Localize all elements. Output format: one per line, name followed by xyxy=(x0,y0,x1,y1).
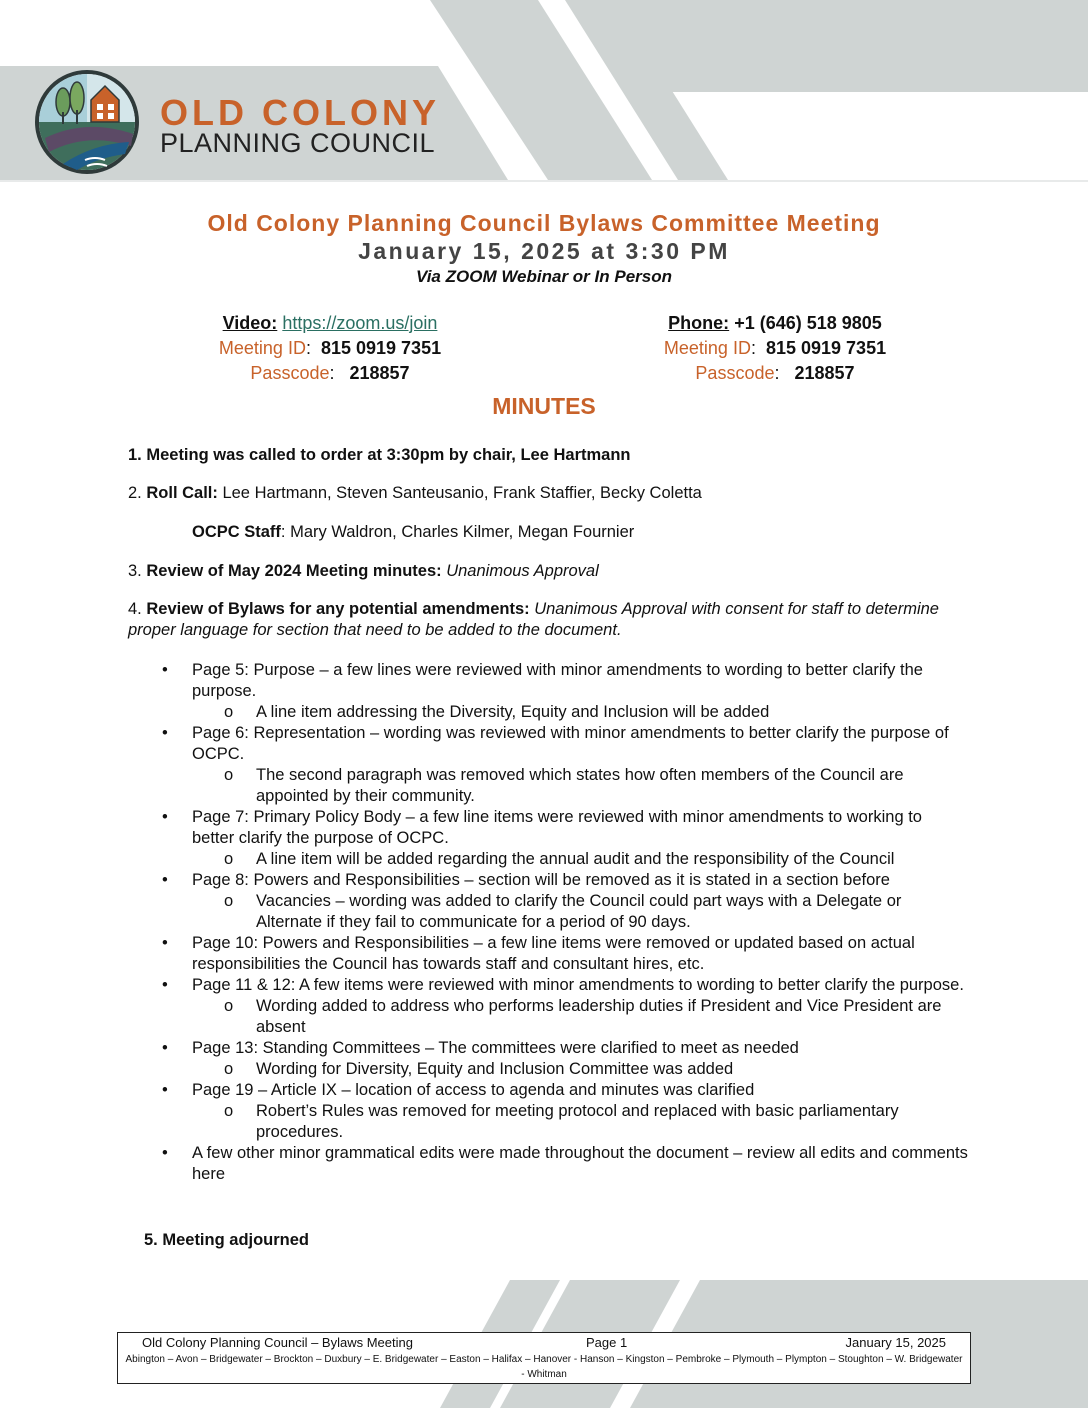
org-name-line2: PLANNING COUNCIL xyxy=(160,128,436,158)
circle-bullet-icon: o xyxy=(224,1102,234,1120)
phone-label: Phone: xyxy=(668,313,730,333)
list-item: • Page 6: Representation – wording was reviewed with minor amendments to better clarify the purpose of OCPC. o The second paragraph was removed which states how often members of the Council are appointed by their community. xyxy=(128,723,968,807)
bullet-icon: • xyxy=(162,871,168,889)
sub-list-item: o A line item addressing the Diversity, Equity and Inclusion will be added xyxy=(224,703,770,721)
staff-names: : Mary Waldron, Charles Kilmer, Megan Fournier xyxy=(280,523,635,541)
meeting-title: Old Colony Planning Council Bylaws Committee Meeting xyxy=(207,210,881,236)
zoom-link[interactable]: https://zoom.us/join xyxy=(282,313,438,333)
passcode-label: Passcode xyxy=(250,363,330,383)
roll-call-label: Roll Call: xyxy=(146,484,218,502)
item-call-to-order: 1. Meeting was called to order at 3:30pm by chair, Lee Hartmann xyxy=(128,446,631,464)
circle-bullet-icon: o xyxy=(224,766,234,784)
review-minutes-label: Review of May 2024 Meeting minutes: xyxy=(146,562,442,580)
bullet-icon: • xyxy=(162,934,168,952)
minutes-heading: MINUTES xyxy=(492,393,596,419)
meeting-id-label: Meeting ID xyxy=(218,338,306,358)
list-item: • Page 10: Powers and Responsibilities – a few line items were removed or updated based on actual responsibilities the Council has towards staff and consultant hires, etc. xyxy=(162,934,915,973)
page-footer xyxy=(117,1332,971,1384)
video-label: Video: xyxy=(222,313,278,333)
review-bylaws-result: Unanimous Approval with consent for staff to determine proper language for section that need to be added to the document. xyxy=(128,600,939,639)
list-item: • Page 8: Powers and Responsibilities – section will be removed as it is stated in a section before o Vacancies – wording was added to clarify the Council could part ways with a Delegate or Alternate if they fail to communicate for a period of 90 days. xyxy=(128,870,968,933)
bullet-icon: • xyxy=(162,1144,168,1162)
circle-bullet-icon: o xyxy=(224,703,234,721)
org-name-line1: OLD COLONY xyxy=(160,92,440,133)
footer-doc-title: Old Colony Planning Council – Bylaws Meeting xyxy=(142,1335,413,1350)
bullet-icon: • xyxy=(162,724,168,742)
staff-label: OCPC Staff xyxy=(192,523,281,541)
sub-list-item: o Wording for Diversity, Equity and Inclusion Committee was added xyxy=(224,1060,734,1078)
review-minutes-result: Unanimous Approval xyxy=(446,562,599,580)
passcode-value: 218857 xyxy=(794,363,855,383)
footer-towns: Abington – Avon – Bridgewater – Brockton – Duxbury – E. Bridgewater – Easton – Halifax – Hanover - Hanson – Kingston – Pembroke – Plymouth – Plympton – Stoughton – W. Bridgewater - Whitman xyxy=(125,1354,963,1380)
list-item: • Page 5: Purpose – a few lines were reviewed with minor amendments to wording to better clarify the purpose. o A line item addressing the Diversity, Equity and Inclusion will be added xyxy=(128,660,968,723)
meeting-id-value: 815 0919 7351 xyxy=(320,338,442,358)
bullet-icon: • xyxy=(162,1039,168,1057)
phone-info: Phone: +1 (646) 518 9805 Meeting ID: 815 0919 7351 Passcode: 218857 xyxy=(663,313,887,383)
circle-bullet-icon: o xyxy=(224,850,234,868)
circle-bullet-icon: o xyxy=(224,892,234,910)
sub-list-item: o A line item will be added regarding the annual audit and the responsibility of the Council xyxy=(224,850,895,868)
item-roll-call: 2. Roll Call: Lee Hartmann, Steven Santeusanio, Frank Staffier, Becky Coletta xyxy=(128,484,702,502)
roll-call-names: Lee Hartmann, Steven Santeusanio, Frank Staffier, Becky Coletta xyxy=(217,484,702,502)
meeting-venue: Via ZOOM Webinar or In Person xyxy=(416,267,672,286)
item-adjourned: 5. Meeting adjourned xyxy=(144,1231,310,1249)
footer-page-number: Page 1 xyxy=(586,1335,628,1350)
list-item: • Page 13: Standing Committees – The committees were clarified to meet as needed o Wording for Diversity, Equity and Inclusion Committee was added xyxy=(128,1038,968,1080)
sub-list-item: o Robert’s Rules was removed for meeting protocol and replaced with basic parliamentary procedures. xyxy=(224,1102,899,1141)
bullet-icon: • xyxy=(162,976,168,994)
bullet-icon: • xyxy=(162,808,168,826)
meeting-datetime: January 15, 2025 at 3:30 PM xyxy=(358,238,730,264)
bullet-icon: • xyxy=(162,1081,168,1099)
item-review-minutes: 3. Review of May 2024 Meeting minutes: Unanimous Approval xyxy=(128,562,599,580)
meeting-id-value: 815 0919 7351 xyxy=(765,338,887,358)
sub-list-item: o Vacancies – wording was added to clarify the Council could part ways with a Delegate or Alternate if they fail to communicate for a period of 90 days. xyxy=(224,892,902,931)
phone-number: +1 (646) 518 9805 xyxy=(734,313,882,333)
ocpc-logo-icon xyxy=(33,68,141,176)
item-review-bylaws: 4. Review of Bylaws for any potential amendments: Unanimous Approval with consent for staff to determine proper language for section that need to be added to the document. xyxy=(128,600,939,639)
list-item: • Page 19 – Article IX – location of access to agenda and minutes was clarified o Robert’s Rules was removed for meeting protocol and replaced with basic parliamentary procedures. xyxy=(128,1080,968,1143)
circle-bullet-icon: o xyxy=(224,997,234,1015)
footer-date: January 15, 2025 xyxy=(845,1335,946,1350)
video-info: Video: https://zoom.us/join Meeting ID: 815 0919 7351 Passcode: 218857 xyxy=(218,313,442,383)
bullet-icon: • xyxy=(162,661,168,679)
list-item: • Page 7: Primary Policy Body – a few line items were reviewed with minor amendments to working to better clarify the purpose of OCPC. o A line item will be added regarding the annual audit and the responsibility of the Council xyxy=(128,807,968,870)
review-bylaws-label: Review of Bylaws for any potential amendments: xyxy=(146,600,530,618)
passcode-label: Passcode xyxy=(695,363,775,383)
bylaws-amendments-list xyxy=(128,660,968,1185)
item-ocpc-staff xyxy=(192,522,968,543)
passcode-value: 218857 xyxy=(349,363,410,383)
sub-list-item: o The second paragraph was removed which states how often members of the Council are appointed by their community. xyxy=(224,766,904,805)
circle-bullet-icon: o xyxy=(224,1060,234,1078)
list-item: • A few other minor grammatical edits were made throughout the document – review all edits and comments here xyxy=(162,1144,968,1183)
meeting-id-label: Meeting ID xyxy=(663,338,751,358)
list-item: • Page 11 & 12: A few items were reviewed with minor amendments to wording to better clarify the purpose. o Wording added to address who performs leadership duties if President and Vice President are absent xyxy=(128,975,968,1038)
sub-list-item: o Wording added to address who performs leadership duties if President and Vice President are absent xyxy=(224,997,942,1036)
